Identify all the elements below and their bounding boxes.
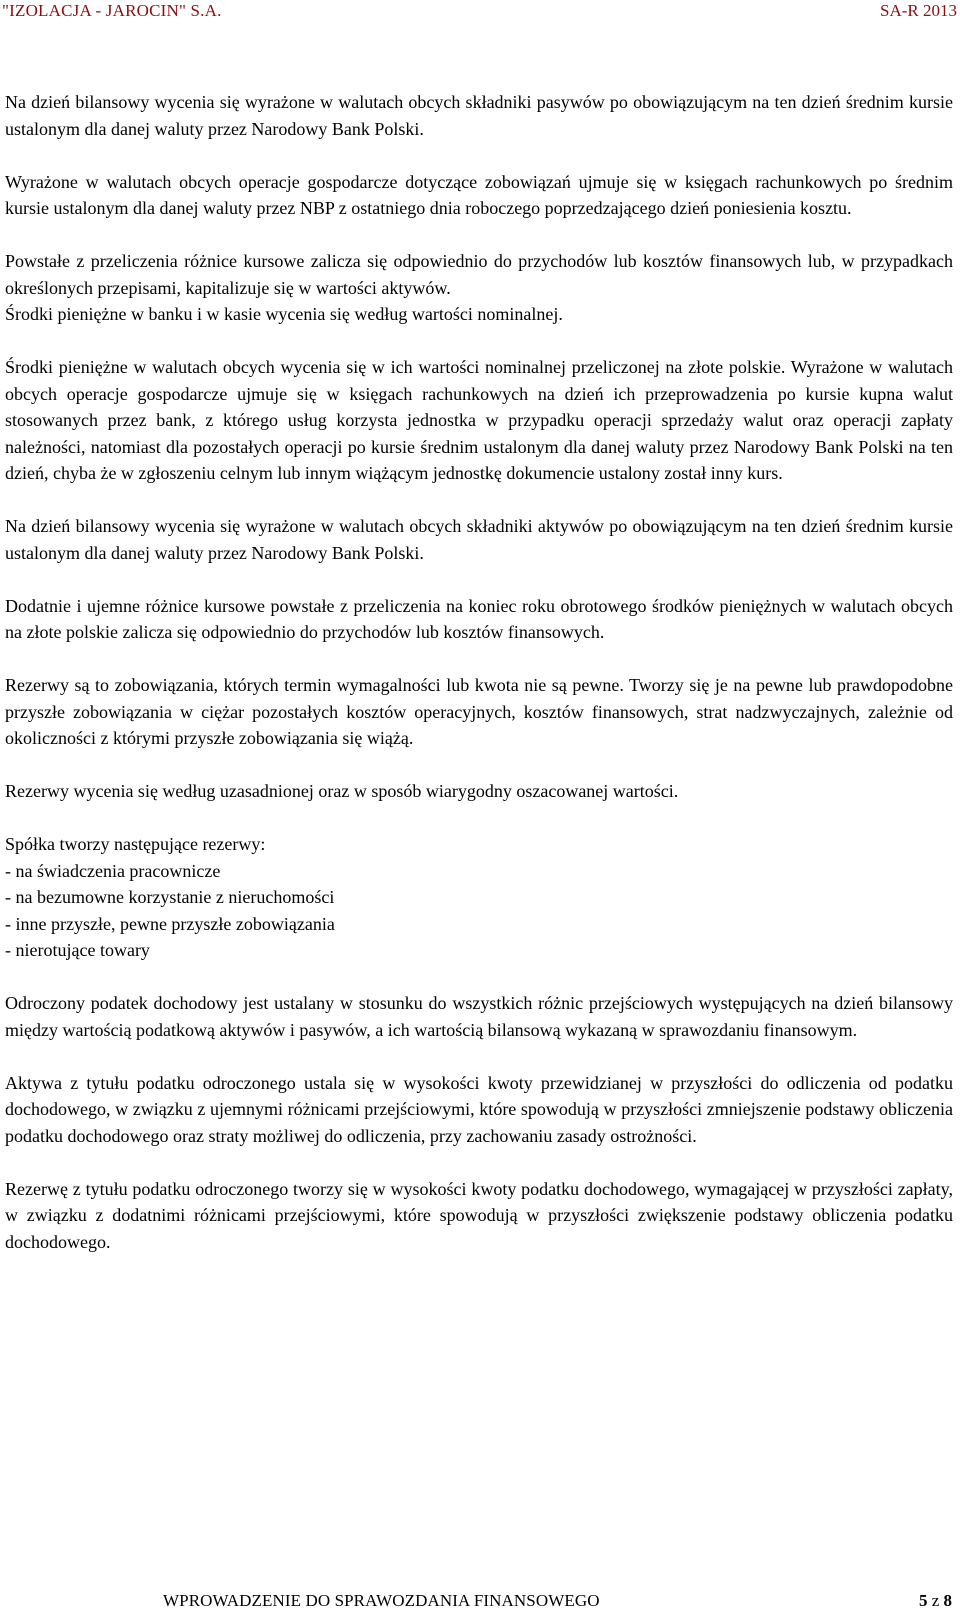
paragraph-assets-valuation: Na dzień bilansowy wycenia się wyrażone w walutach obcych składniki aktywów po obowiązującym na ten dzień średnim kursie ustalonym dla danej waluty przez Narodowy Bank Polski.	[5, 516, 953, 563]
paragraph-deferred-tax-assets: Aktywa z tytułu podatku odroczonego ustala się w wysokości kwoty przewidzianej w przyszłości do odliczenia od podatku dochodowego, w związku z ujemnymi różnicami przejściowymi, które spowodują w przyszłości zmniejszenie podstawy obliczenia podatku dochodowego oraz straty możliwej do odliczenia, przy zachowaniu zasady ostrożności.	[5, 1072, 953, 1146]
paragraph-deferred-tax: Odroczony podatek dochodowy jest ustalany w stosunku do wszystkich różnic przejściowych występujących na dzień bilansowy między wartością podatkową aktywów i pasywów, a ich wartością bilansową wykazaną w sprawozdaniu finansowym.	[5, 993, 953, 1040]
paragraph-liabilities-valuation: Na dzień bilansowy wycenia się wyrażone w walutach obcych składniki pasywów po obowiązującym na ten dzień średnim kursie ustalonym dla danej waluty przez Narodowy Bank Polski.	[5, 92, 953, 139]
footer-title: WPROWADZENIE DO SPRAWOZDANIA FINANSOWEGO	[163, 1591, 600, 1610]
list-item: - nierotujące towary	[5, 940, 150, 960]
paragraph-deferred-tax-provision: Rezerwę z tytułu podatku odroczonego tworzy się w wysokości kwoty podatku dochodowego, wymagającej w przyszłości zapłaty, w związku z dodatnimi różnicami przejściowymi, które spowodują w przyszłości zwiększenie podstawy obliczenia podatku dochodowego.	[5, 1178, 953, 1252]
list-item: - na świadczenia pracownicze	[5, 860, 221, 881]
page-header	[0, 0, 960, 24]
report-code: SA-R 2013	[880, 1, 957, 20]
paragraph-provisions-valuation: Rezerwy wycenia się według uzasadnionej oraz w sposób wiarygodny oszacowanej wartości.	[5, 781, 679, 801]
paragraph-cash-valuation: Środki pieniężne w banku i w kasie wycenia się według wartości nominalnej.	[5, 304, 563, 324]
page-number	[919, 1591, 952, 1611]
page-footer	[0, 1585, 960, 1613]
reserves-list	[5, 831, 953, 964]
paragraph-provisions-definition: Rezerwy są to zobowiązania, których termin wymagalności lub kwota nie są pewne. Tworzy się je na pewne lub prawdopodobne przyszłe zobowiązania w ciężar pozostałych kosztów operacyjnych, kosztów finansowych, strat nadzwyczajnych, zależnie od okoliczności z którymi przyszłe zobowiązania się wiążą.	[5, 675, 953, 748]
paragraph-foreign-cash: Środki pieniężne w walutach obcych wycenia się w ich wartości nominalnej przeliczonej na złote polskie. Wyrażone w walutach obcych operacje gospodarcze ujmuje się w księgach rachunkowych na dzień ich przeprowadzenia po kursie kupna walut stosowanych przez bank, z którego usług korzysta jednostka w przypadku operacji sprzedaży walut oraz operacji zapłaty należności, natomiast dla pozostałych operacji po kursie średnim ustalonym dla danej waluty przez Narodowy Bank Polski na ten dzień, chyba że w zgłoszeniu celnym lub innym wiążącym jednostkę dokumencie ustalony został inny kurs.	[5, 357, 953, 483]
page-current: 5	[918, 1591, 928, 1610]
page-separator: z	[931, 1591, 940, 1610]
company-name: "IZOLACJA - JAROCIN" S.A.	[2, 1, 222, 20]
paragraph-foreign-operations: Wyrażone w walutach obcych operacje gospodarcze dotyczące zobowiązań ujmuje się w księgach rachunkowych po średnim kursie ustalonym dla danej waluty przez NBP z ostatniego dnia roboczego poprzedzającego dzień poniesienia kosztu.	[5, 171, 953, 218]
list-item: - na bezumowne korzystanie z nieruchomości	[5, 887, 335, 907]
list-item: - inne przyszłe, pewne przyszłe zobowiązania	[5, 913, 335, 934]
page-total: 8	[943, 1591, 952, 1610]
paragraph-exchange-differences: Powstałe z przeliczenia różnice kursowe zalicza się odpowiednio do przychodów lub kosztów finansowych lub, w przypadkach określonych przepisami, kapitalizuje się w wartości aktywów.	[5, 251, 953, 298]
paragraph-year-end-differences: Dodatnie i ujemne różnice kursowe powstałe z przeliczenia na koniec roku obrotowego środków pieniężnych w walutach obcych na złote polskie zalicza się odpowiednio do przychodów lub kosztów finansowych.	[5, 595, 953, 642]
reserves-intro: Spółka tworzy następujące rezerwy:	[5, 834, 266, 854]
document-body	[5, 89, 953, 1282]
